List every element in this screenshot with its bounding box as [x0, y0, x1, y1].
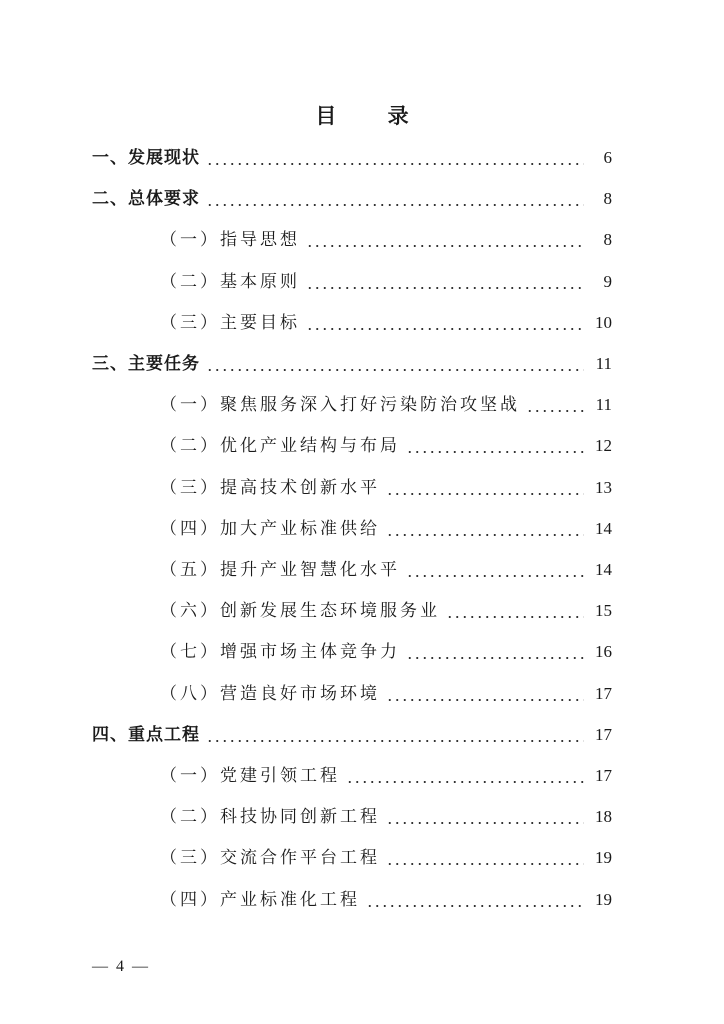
toc-entry-page-number: 8: [603, 230, 612, 250]
toc-entry-page-number: 9: [603, 271, 612, 291]
toc-section-entry[interactable]: [160, 391, 612, 419]
toc-entry-label: （一）党建引领工程: [160, 766, 340, 786]
toc-chapter-entry[interactable]: [92, 185, 612, 213]
toc-entry-page-number: 13: [595, 477, 612, 497]
toc-chapter-entry[interactable]: [92, 721, 612, 749]
toc-dot-leader: [386, 699, 584, 701]
toc-entry-page-number: 18: [595, 807, 612, 827]
toc-entry-page-number: 17: [595, 724, 612, 744]
toc-entry-label: 四、重点工程: [92, 724, 200, 745]
toc-dot-leader: [386, 534, 584, 536]
toc-dot-leader: [306, 287, 584, 289]
toc-entry-label: （六）创新发展生态环境服务业: [160, 601, 440, 622]
toc-dot-leader: [206, 204, 584, 206]
toc-entry-label: （四）加大产业标准供给: [160, 518, 380, 539]
toc-dot-leader: [406, 575, 584, 577]
toc-section-entry[interactable]: [160, 803, 612, 831]
toc-entry-label: 二、总体要求: [92, 189, 200, 210]
toc-section-entry[interactable]: [160, 432, 612, 460]
toc-entry-label: （四）产业标准化工程: [160, 889, 360, 910]
toc-section-entry[interactable]: [160, 268, 612, 296]
toc-entry-label: （二）优化产业结构与布局: [160, 436, 400, 457]
toc-entry-page-number: 19: [595, 889, 612, 909]
toc-entry-label: （三）交流合作平台工程: [160, 848, 380, 869]
toc-entry-page-number: 6: [603, 148, 612, 167]
toc-entry-label: （一）聚焦服务深入打好污染防治攻坚战: [160, 395, 520, 416]
toc-entry-page-number: 8: [603, 189, 612, 209]
toc-entry-label: （二）科技协同创新工程: [160, 807, 380, 828]
toc-entry-label: （八）营造良好市场环境: [160, 683, 380, 704]
toc-section-entry[interactable]: [160, 638, 612, 666]
toc-entry-label: （三）提高技术创新水平: [160, 477, 380, 498]
toc-section-entry[interactable]: [160, 886, 612, 914]
toc-entry-page-number: 10: [595, 312, 612, 332]
toc-dot-leader: [206, 740, 584, 742]
toc-entry-label: （二）基本原则: [160, 271, 300, 292]
toc-chapter-entry[interactable]: [92, 144, 612, 172]
toc-dot-leader: [366, 905, 584, 907]
toc-section-entry[interactable]: [160, 474, 612, 502]
toc-dot-leader: [346, 781, 584, 783]
toc-dot-leader: [386, 863, 584, 865]
toc-section-entry[interactable]: [160, 309, 612, 337]
toc-entry-label: （一）指导思想: [160, 230, 300, 251]
toc-section-entry[interactable]: [160, 762, 612, 790]
toc-entry-label: （三）主要目标: [160, 312, 300, 333]
toc-entry-label: 三、主要任务: [92, 354, 200, 374]
toc-section-entry[interactable]: [160, 226, 612, 254]
page-number-footer: — 4 —: [92, 958, 150, 975]
toc-dot-leader: [306, 328, 584, 330]
toc-entry-page-number: 12: [595, 436, 612, 456]
toc-dot-leader: [386, 822, 584, 824]
toc-dot-leader: [206, 369, 584, 371]
toc-dot-leader: [386, 493, 584, 495]
toc-section-entry[interactable]: [160, 556, 612, 584]
toc-dot-leader: [306, 245, 584, 247]
toc-section-entry[interactable]: [160, 515, 612, 543]
toc-entry-page-number: 14: [595, 560, 612, 579]
toc-section-entry[interactable]: [160, 597, 612, 625]
toc-dot-leader: [206, 163, 584, 165]
toc-entry-page-number: 17: [595, 766, 612, 785]
toc-entry-label: 一、发展现状: [92, 148, 200, 168]
toc-entry-label: （五）提升产业智慧化水平: [160, 560, 400, 580]
toc-entry-page-number: 19: [595, 848, 612, 868]
toc-entry-page-number: 11: [595, 395, 612, 415]
toc-entry-page-number: 15: [595, 601, 612, 621]
toc-dot-leader: [406, 451, 584, 453]
toc-dot-leader: [526, 410, 584, 412]
page-title: 目 录: [315, 104, 431, 128]
toc-section-entry[interactable]: [160, 844, 612, 872]
toc-entry-page-number: 16: [595, 642, 612, 662]
toc-dot-leader: [446, 616, 584, 618]
toc-entry-label: （七）增强市场主体竞争力: [160, 642, 400, 663]
toc-dot-leader: [406, 657, 584, 659]
toc-chapter-entry[interactable]: [92, 350, 612, 378]
toc-section-entry[interactable]: [160, 680, 612, 708]
toc-entry-page-number: 17: [595, 683, 612, 703]
toc-entry-page-number: 11: [595, 354, 612, 373]
toc-entry-page-number: 14: [595, 518, 612, 538]
